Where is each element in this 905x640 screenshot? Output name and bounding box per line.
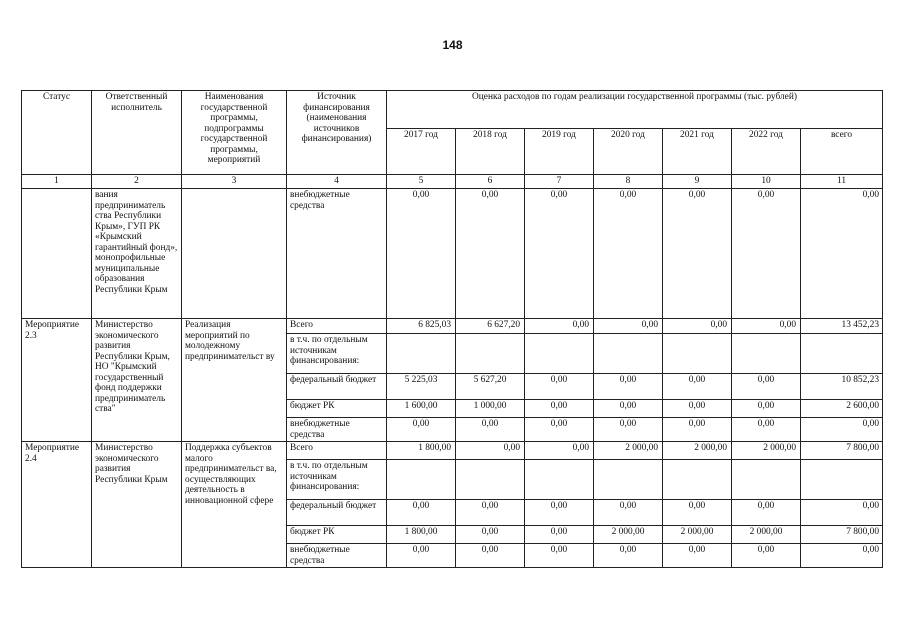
- status-cell: [22, 189, 92, 319]
- year-value-cell: 6 825,03: [387, 319, 456, 334]
- year-value-cell: 5 627,20: [456, 374, 525, 400]
- year-value-cell: 0,00: [525, 400, 594, 418]
- year-value-cell: 0,00: [387, 418, 456, 442]
- year-value-cell: 0,00: [594, 374, 663, 400]
- total-value-cell: 10 852,23: [801, 374, 883, 400]
- year-value-cell: 0,00: [594, 418, 663, 442]
- total-value-cell: 2 600,00: [801, 400, 883, 418]
- funding-source-cell: внебюджетные средства: [287, 189, 387, 319]
- year-value-cell: 0,00: [525, 544, 594, 568]
- header-year: 2020 год: [594, 129, 663, 175]
- year-value-cell: 0,00: [594, 400, 663, 418]
- total-value-cell: 7 800,00: [801, 526, 883, 544]
- column-number: 9: [663, 175, 732, 189]
- status-cell: Мероприятие 2.4: [22, 442, 92, 568]
- year-value-cell: 2 000,00: [732, 526, 801, 544]
- header-executor: Ответственный исполнитель: [92, 91, 182, 175]
- program-cell: Реализация мероприятий по молодежному предпринимательст ву: [182, 319, 287, 442]
- column-number: 6: [456, 175, 525, 189]
- year-value-cell: 0,00: [456, 418, 525, 442]
- year-value-cell: [663, 334, 732, 374]
- year-value-cell: [387, 460, 456, 500]
- header-status: Статус: [22, 91, 92, 175]
- year-value-cell: 1 800,00: [387, 442, 456, 460]
- year-value-cell: 0,00: [525, 189, 594, 319]
- year-value-cell: [456, 334, 525, 374]
- header-program-name: Наименования государственной программы, подпрограммы государственной программы, мероприятий: [182, 91, 287, 175]
- header-year: 2018 год: [456, 129, 525, 175]
- table-row: [22, 319, 883, 334]
- column-number: 4: [287, 175, 387, 189]
- year-value-cell: 0,00: [594, 544, 663, 568]
- year-value-cell: [732, 460, 801, 500]
- year-value-cell: 0,00: [525, 374, 594, 400]
- executor-cell: Министерство экономического развития Республики Крым, НО "Крымский государственный фонд поддержки предприниматель ства": [92, 319, 182, 442]
- program-cell: [182, 189, 287, 319]
- total-value-cell: [801, 460, 883, 500]
- total-value-cell: 13 452,23: [801, 319, 883, 334]
- year-value-cell: 0,00: [456, 442, 525, 460]
- funding-source-cell: Всего: [287, 442, 387, 460]
- year-value-cell: 0,00: [732, 418, 801, 442]
- header-estimate: Оценка расходов по годам реализации государственной программы (тыс. рублей): [387, 91, 883, 129]
- year-value-cell: 0,00: [663, 544, 732, 568]
- year-value-cell: 0,00: [663, 418, 732, 442]
- total-value-cell: 0,00: [801, 418, 883, 442]
- year-value-cell: 1 800,00: [387, 526, 456, 544]
- year-value-cell: 0,00: [525, 319, 594, 334]
- total-value-cell: 0,00: [801, 189, 883, 319]
- column-number: 3: [182, 175, 287, 189]
- year-value-cell: 0,00: [732, 544, 801, 568]
- year-value-cell: [663, 460, 732, 500]
- year-value-cell: [456, 460, 525, 500]
- year-value-cell: 0,00: [663, 500, 732, 526]
- year-value-cell: 0,00: [594, 189, 663, 319]
- year-value-cell: 0,00: [663, 374, 732, 400]
- header-year: всего: [801, 129, 883, 175]
- year-value-cell: 5 225,03: [387, 374, 456, 400]
- year-value-cell: 0,00: [456, 500, 525, 526]
- year-value-cell: 0,00: [732, 319, 801, 334]
- year-value-cell: [594, 460, 663, 500]
- year-value-cell: 0,00: [663, 189, 732, 319]
- page-number: 148: [442, 38, 463, 52]
- year-value-cell: 0,00: [663, 400, 732, 418]
- year-value-cell: 0,00: [387, 500, 456, 526]
- year-value-cell: 0,00: [456, 544, 525, 568]
- year-value-cell: 0,00: [456, 189, 525, 319]
- year-value-cell: 1 000,00: [456, 400, 525, 418]
- year-value-cell: 0,00: [732, 189, 801, 319]
- header-year: 2019 год: [525, 129, 594, 175]
- total-value-cell: 7 800,00: [801, 442, 883, 460]
- funding-source-cell: в т.ч. по отдельным источникам финансирования:: [287, 334, 387, 374]
- funding-source-cell: федеральный бюджет: [287, 374, 387, 400]
- executor-cell: вания предприниматель ства Республики Крым», ГУП РК «Крымский гарантийный фонд», монопрофильные муниципальные образования Республики Крым: [92, 189, 182, 319]
- total-value-cell: 0,00: [801, 544, 883, 568]
- funding-source-cell: внебюджетные средства: [287, 418, 387, 442]
- funding-source-cell: в т.ч. по отдельным источникам финансирования:: [287, 460, 387, 500]
- year-value-cell: [732, 334, 801, 374]
- year-value-cell: 2 000,00: [663, 526, 732, 544]
- year-value-cell: 0,00: [732, 374, 801, 400]
- funding-source-cell: бюджет РК: [287, 526, 387, 544]
- year-value-cell: [525, 460, 594, 500]
- year-value-cell: 0,00: [387, 544, 456, 568]
- column-number: 11: [801, 175, 883, 189]
- year-value-cell: [525, 334, 594, 374]
- table-row: [22, 189, 883, 319]
- funding-source-cell: федеральный бюджет: [287, 500, 387, 526]
- program-cell: Поддержка субъектов малого предпринимательст ва, осуществляющих деятельность в инновационной сфере: [182, 442, 287, 568]
- header-funding-source: Источник финансирования (наименования источников финансирования): [287, 91, 387, 175]
- header-year: 2017 год: [387, 129, 456, 175]
- year-value-cell: 0,00: [456, 526, 525, 544]
- year-value-cell: 0,00: [525, 526, 594, 544]
- year-value-cell: 2 000,00: [732, 442, 801, 460]
- year-value-cell: 0,00: [525, 442, 594, 460]
- funding-source-cell: бюджет РК: [287, 400, 387, 418]
- year-value-cell: 0,00: [663, 319, 732, 334]
- status-cell: Мероприятие 2.3: [22, 319, 92, 442]
- table-row: [22, 442, 883, 460]
- column-number: 10: [732, 175, 801, 189]
- executor-cell: Министерство экономического развития Республики Крым: [92, 442, 182, 568]
- year-value-cell: [594, 334, 663, 374]
- header-year: 2021 год: [663, 129, 732, 175]
- year-value-cell: 6 627,20: [456, 319, 525, 334]
- year-value-cell: 2 000,00: [663, 442, 732, 460]
- total-value-cell: 0,00: [801, 500, 883, 526]
- column-number: 8: [594, 175, 663, 189]
- column-number: 7: [525, 175, 594, 189]
- year-value-cell: 0,00: [525, 500, 594, 526]
- header-year: 2022 год: [732, 129, 801, 175]
- column-number: 2: [92, 175, 182, 189]
- year-value-cell: 0,00: [594, 500, 663, 526]
- year-value-cell: 0,00: [525, 418, 594, 442]
- total-value-cell: [801, 334, 883, 374]
- year-value-cell: 0,00: [387, 189, 456, 319]
- year-value-cell: [387, 334, 456, 374]
- column-number: 5: [387, 175, 456, 189]
- year-value-cell: 2 000,00: [594, 442, 663, 460]
- year-value-cell: 0,00: [732, 400, 801, 418]
- funding-source-cell: Всего: [287, 319, 387, 334]
- year-value-cell: 2 000,00: [594, 526, 663, 544]
- year-value-cell: 1 600,00: [387, 400, 456, 418]
- column-number: 1: [22, 175, 92, 189]
- funding-source-cell: внебюджетные средства: [287, 544, 387, 568]
- budget-table: [21, 90, 883, 568]
- year-value-cell: 0,00: [732, 500, 801, 526]
- year-value-cell: 0,00: [594, 319, 663, 334]
